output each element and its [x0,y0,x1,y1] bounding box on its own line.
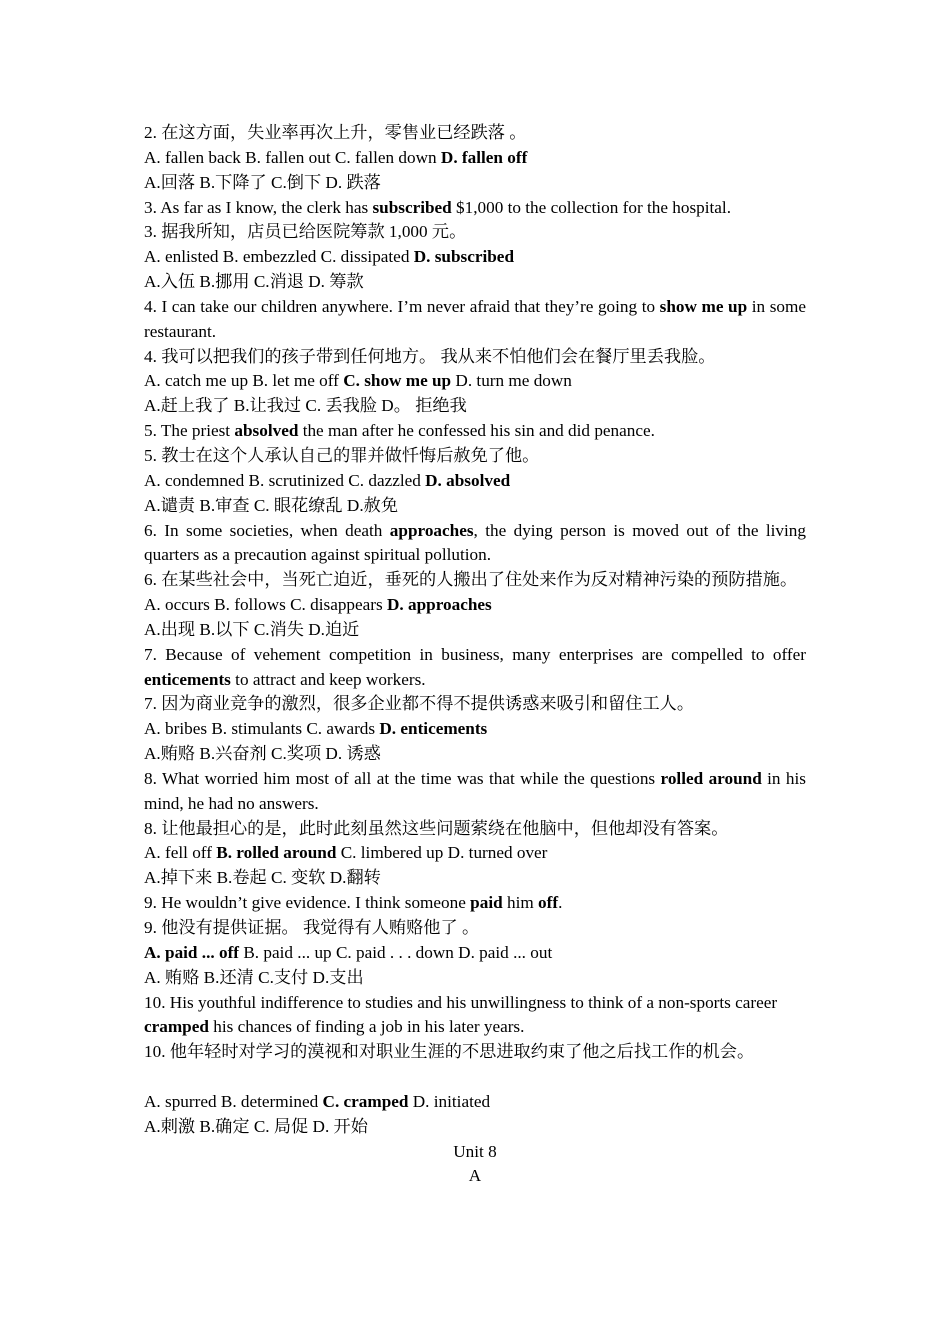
q8-options-en: A. fell off B. rolled around C. limbered up D. turned over [144,843,548,863]
q9-sentence-en: 9. He wouldn’t give evidence. I think someone paid him off. [144,893,563,913]
q4-options-en: A. catch me up B. let me off C. show me up D. turn me down [144,371,572,391]
q8-sentence-cn: 8. 让他最担心的是，此时此刻虽然这些问题萦绕在他脑中，但他却没有答案。 [144,818,729,838]
q6-options-cn: A.出现 B.以下 C.消失 D.迫近 [144,619,360,639]
section-heading: A [468,1166,482,1186]
q6-sentence-en: 6. In some societies, when death approaches, the dying person is moved out of the living quarters as a precaution against spiritual pollution. [144,520,806,565]
q10-sentence-en: 10. His youthful indifference to studies and his unwillingness to think of a non-sports career cramped his chances of finding a job in his later years. [144,992,778,1037]
q2-options-en: A. fallen back B. fallen out C. fallen down D. fallen off [144,147,528,167]
q6-answer: D. approaches [387,595,492,615]
q4-sentence-en: 4. I can take our children anywhere. I’m never afraid that they’re going to show me up in some restaurant. [144,296,806,341]
q4-sentence-cn: 4. 我可以把我们的孩子带到任何地方。 我从来不怕他们会在餐厅里丢我脸。 [144,346,716,366]
q2-sentence-cn: 2. 在这方面，失业率再次上升，零售业已经跌落 。 [144,123,527,142]
q9-options-cn: A. 贿赂 B.还清 C.支付 D.支出 [144,967,364,987]
q3-sentence-cn: 3. 据我所知，店员已给医院筹款 1,000 元。 [144,222,467,242]
q4-answer: C. show me up [343,371,452,391]
q5-sentence-en: 5. The priest absolved the man after he confessed his sin and did penance. [144,421,655,441]
q10-answer: C. cramped [322,1091,409,1111]
q9-sentence-cn: 9. 他没有提供证据。 我觉得有人贿赂他了 。 [144,918,480,937]
q4-options-cn: A.赶上我了 B.让我过 C. 丢我脸 D。 拒绝我 [144,396,467,416]
q5-answer: D. absolved [425,470,511,490]
q10-options-cn: A.刺激 B.确定 C. 局促 D. 开始 [144,1116,368,1136]
q7-sentence-en: 7. Because of vehement competition in business, many enterprises are compelled to offer enticements to attract and keep workers. [144,644,806,689]
q6-options-en: A. occurs B. follows C. disappears D. approaches [144,595,492,615]
q10-sentence-cn: 10. 他年轻时对学习的漠视和对职业生涯的不思进取约束了他之后找工作的机会。 [144,1042,755,1062]
q5-options-cn: A.谴责 B.审查 C. 眼花缭乱 D.赦免 [144,495,399,515]
q9-options-en: A. paid ... off B. paid ... up C. paid . . . down D. paid ... out [144,942,553,962]
q10-options-en: A. spurred B. determined C. cramped D. initiated [144,1091,491,1111]
q3-sentence-en: 3. As far as I know, the clerk has subscribed $1,000 to the collection for the hospital. [144,197,731,217]
q3-answer: D. subscribed [413,247,514,267]
q3-options-cn: A.入伍 B.挪用 C.消退 D. 筹款 [144,272,364,292]
q8-answer: B. rolled around [216,843,337,863]
q3-options-en: A. enlisted B. embezzled C. dissipated D. subscribed [144,247,514,267]
q2-answer: D. fallen off [440,147,528,167]
q9-answer: A. paid ... off [144,942,240,962]
q7-options-cn: A.贿赂 B.兴奋剂 C.奖项 D. 诱惑 [144,744,381,764]
q5-options-en: A. condemned B. scrutinized C. dazzled D. absolved [144,470,511,490]
q6-sentence-cn: 6. 在某些社会中，当死亡迫近，垂死的人搬出了住处来作为反对精神污染的预防措施。 [144,570,798,590]
unit-heading: Unit 8 [453,1141,497,1161]
q7-options-en: A. bribes B. stimulants C. awards D. enticements [144,719,488,739]
q8-options-cn: A.掉下来 B.卷起 C. 变软 D.翻转 [144,868,381,888]
q5-sentence-cn: 5. 教士在这个人承认自己的罪并做忏悔后赦免了他。 [144,445,540,465]
q2-options-cn: A.回落 B.下降了 C.倒下 D. 跌落 [144,172,381,192]
q7-answer: D. enticements [379,719,488,739]
blank-line [144,1065,806,1090]
q8-sentence-en: 8. What worried him most of all at the time was that while the questions rolled around in his mind, he had no answers. [144,768,806,813]
q7-sentence-cn: 7. 因为商业竞争的激烈，很多企业都不得不提供诱惑来吸引和留住工人。 [144,694,695,714]
document-body [144,121,806,1189]
